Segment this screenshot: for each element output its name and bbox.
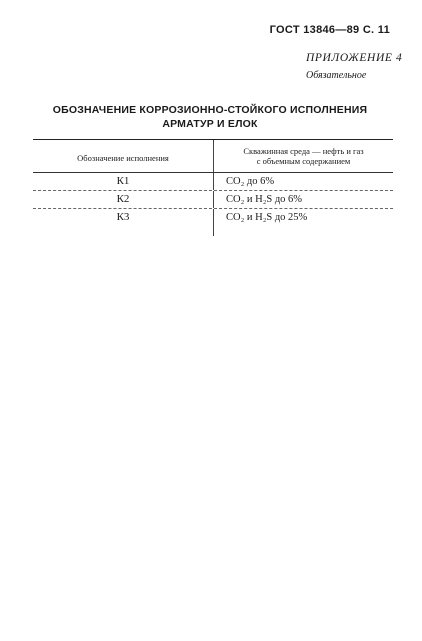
designation-table xyxy=(33,139,393,236)
header-medium xyxy=(213,140,393,172)
header-medium-line-2: с объемным содержанием xyxy=(256,156,351,166)
cell-designation: К1 xyxy=(116,175,130,187)
table-row xyxy=(33,173,393,190)
table-row xyxy=(33,209,393,226)
header-medium-line-1: Скважинная среда — нефть и газ xyxy=(243,146,364,156)
cell-medium: CO₂ и H₂S до 6% xyxy=(213,191,393,208)
document-title-line-1: ОБОЗНАЧЕНИЕ КОРРОЗИОННО-СТОЙКОГО ИСПОЛНЕНИЯ xyxy=(52,104,368,116)
table-header-row xyxy=(33,140,393,172)
appendix-title: ПРИЛОЖЕНИЕ 4 xyxy=(306,52,403,64)
table-tail xyxy=(33,226,393,236)
page-header: ГОСТ 13846—89 С. 11 xyxy=(269,24,390,36)
appendix-status: Обязательное xyxy=(306,70,367,81)
cell-designation: К3 xyxy=(116,211,130,223)
cell-medium: CO₂ до 6% xyxy=(213,173,393,190)
document-title-line-2: АРМАТУР И ЕЛОК xyxy=(162,118,258,130)
cell-medium: CO₂ и H₂S до 25% xyxy=(213,209,393,226)
header-designation: Обозначение исполнения xyxy=(77,153,169,163)
table-row xyxy=(33,191,393,208)
cell-designation: К2 xyxy=(116,193,130,205)
document-title xyxy=(30,103,390,131)
